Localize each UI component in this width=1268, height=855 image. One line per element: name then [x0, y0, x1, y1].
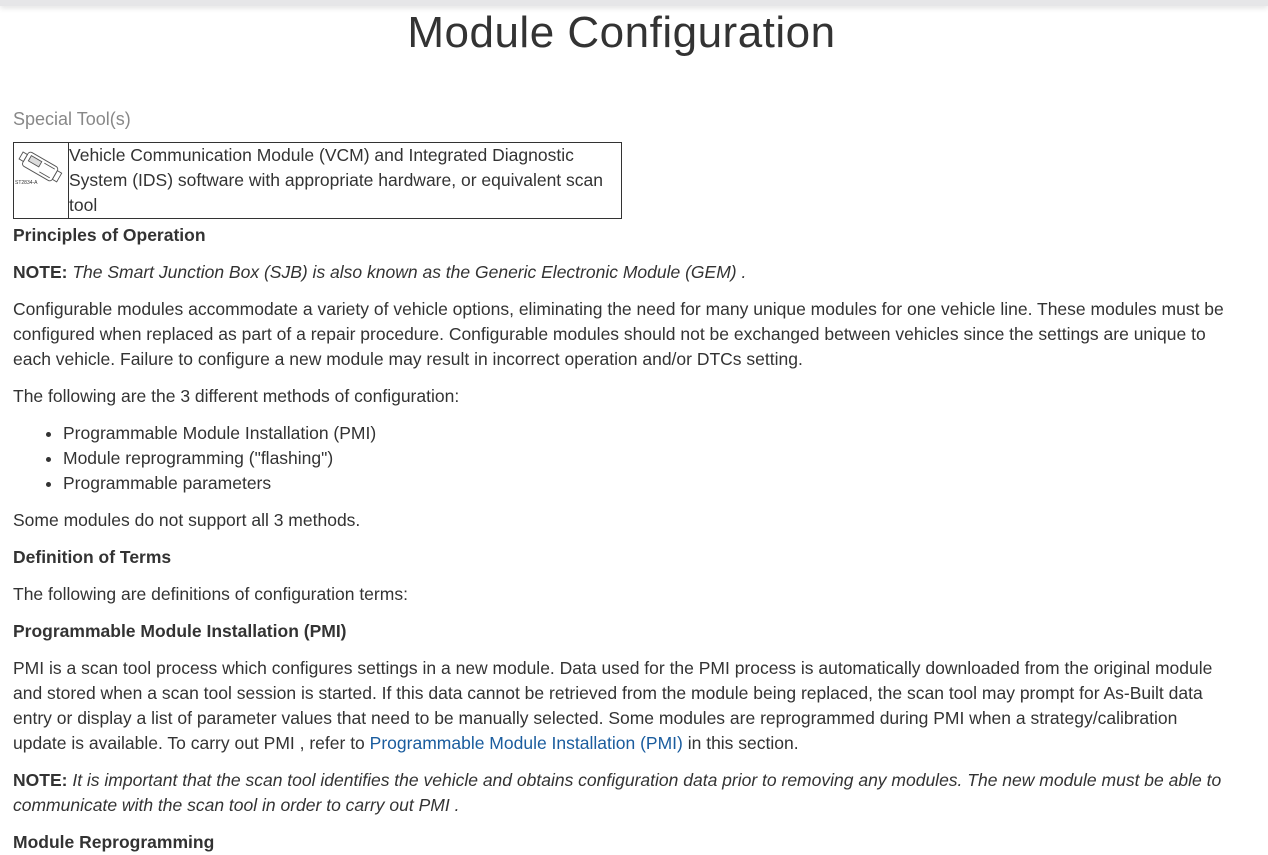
pmi-paragraph — [13, 656, 1228, 756]
methods-list — [13, 421, 1228, 496]
definitions-intro: The following are definitions of configuration terms: — [13, 584, 408, 604]
next-section-heading: Module Reprogramming — [13, 832, 215, 852]
tool-image-code: ST2834-A — [15, 180, 38, 186]
note-label: NOTE: — [13, 262, 68, 282]
pmi-text-after: in this section. — [682, 733, 799, 753]
pmi-link[interactable]: Programmable Module Installation (PMI) — [369, 733, 683, 753]
pmi-heading: Programmable Module Installation (PMI) — [13, 621, 347, 641]
top-toolbar-shadow — [0, 0, 1268, 6]
list-item: • Programmable Module Installation (PMI) — [63, 421, 1228, 446]
page-title: Module Configuration — [407, 8, 836, 57]
list-item: • Module reprogramming ("flashing") — [63, 446, 1228, 471]
tool-description: Vehicle Communication Module (VCM) and Integrated Diagnostic System (IDS) software with appropriate hardware, or equivalent scan tool — [69, 143, 622, 219]
document-body — [13, 104, 1228, 855]
principles-heading: Principles of Operation — [13, 225, 206, 245]
list-item: • Programmable parameters — [63, 471, 1228, 496]
note-label: NOTE: — [13, 770, 68, 790]
special-tools-table — [13, 142, 622, 219]
special-tools-label: Special Tool(s) — [13, 109, 131, 129]
note-pmi — [13, 768, 1228, 818]
pmi-text: PMI is a scan tool process which configures settings in a new module. Data used for the PMI process is automatically downloaded from the original module and stored when a scan tool session is started. If this data cannot be retrieved from the module being replaced, the scan tool may prompt for As-Built data entry or display a list of parameter values that need to be manually selected. Some modules are reprogrammed during PMI when a strategy/calibration update is available. To carry out PMI , refer to — [13, 658, 1213, 753]
tool-row — [14, 143, 622, 219]
note-text: It is important that the scan tool identifies the vehicle and obtains configuration data prior to removing any modules. The new module must be able to communicate with the scan tool in order to carry out PMI . — [13, 770, 1222, 815]
note-text: The Smart Junction Box (SJB) is also known as the Generic Electronic Module (GEM) . — [72, 262, 747, 282]
methods-outro: Some modules do not support all 3 methods. — [13, 510, 361, 530]
tool-image-cell — [14, 143, 69, 219]
definitions-heading: Definition of Terms — [13, 547, 172, 567]
methods-intro: The following are the 3 different methods of configuration: — [13, 386, 460, 406]
note-sjb — [13, 260, 1228, 285]
configurable-modules-paragraph: Configurable modules accommodate a variety of vehicle options, eliminating the need for many unique modules for one vehicle line. These modules must be configured when replaced as part of a repair procedure. Configurable modules should not be exchanged between vehicles since the settings are unique to each vehicle. Failure to configure a new module may result in incorrect operation and/or DTCs setting. — [13, 299, 1224, 369]
